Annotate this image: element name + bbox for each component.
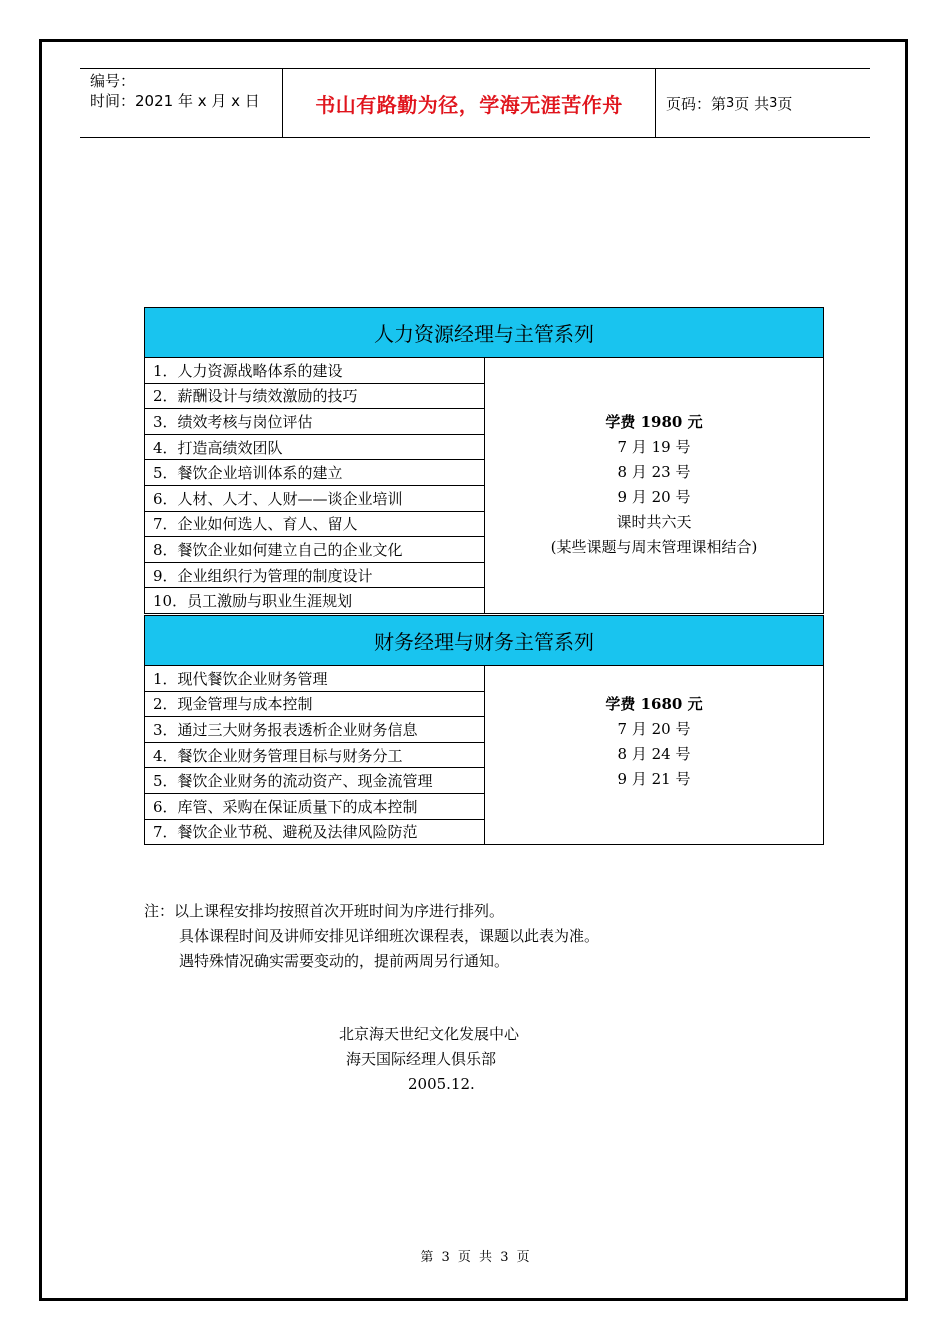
course-item: 3．通过三大财务报表透析企业财务信息: [145, 717, 485, 743]
course-remark: (某些课题与周末管理课相结合): [550, 538, 758, 557]
page-header: [80, 68, 870, 138]
course-item: 4．打造高绩效团队: [145, 434, 485, 460]
course-item: 1．人力资源战略体系的建设: [145, 358, 485, 384]
course-item: 6．库管、采购在保证质量下的成本控制: [145, 793, 485, 819]
note-line: 遇特殊情况确实需要变动的，提前两周另行通知。: [179, 952, 510, 970]
course-item: 10．员工激励与职业生涯规划: [145, 588, 485, 614]
header-page-info: [656, 69, 870, 137]
header-page-current: 3: [726, 95, 735, 111]
header-page-mid: 页 共: [734, 94, 770, 113]
course-date: 7 月 19 号: [617, 438, 691, 457]
header-motto: 书山有路勤为径，学海无涯苦作舟: [282, 69, 656, 137]
course-date: 9 月 21 号: [617, 770, 691, 788]
header-page-total: 3: [769, 95, 778, 111]
course-fee: 学费 1980 元: [605, 413, 703, 432]
course-item: 8．餐饮企业如何建立自己的企业文化: [145, 537, 485, 563]
course-date: 8 月 23 号: [617, 463, 691, 482]
course-date: 7 月 20 号: [617, 720, 691, 738]
note-line: 注：以上课程安排均按照首次开班时间为序进行排列。: [144, 902, 505, 920]
course-date: 8 月 24 号: [617, 745, 691, 763]
course-fee: 学费 1680 元: [605, 695, 703, 713]
course-item: 9．企业组织行为管理的制度设计: [145, 562, 485, 588]
section-title: 财务经理与财务主管系列: [145, 616, 824, 666]
header-page-suffix: 页: [777, 94, 793, 113]
header-number-label: 编号：: [90, 72, 136, 90]
notes: [144, 899, 599, 974]
course-info: [485, 358, 824, 614]
course-item: 5．餐饮企业培训体系的建立: [145, 460, 485, 486]
course-info: [485, 666, 824, 845]
signature-org1: 北京海天世纪文化发展中心: [339, 1025, 520, 1043]
course-item: 7．企业如何选人、育人、留人: [145, 511, 485, 537]
course-item: 2．现金管理与成本控制: [145, 691, 485, 717]
course-date: 9 月 20 号: [617, 488, 691, 507]
course-item: 4．餐饮企业财务管理目标与财务分工: [145, 742, 485, 768]
course-item: 3．绩效考核与岗位评估: [145, 409, 485, 435]
course-item: 1．现代餐饮企业财务管理: [145, 666, 485, 692]
note-line: 具体课程时间及讲师安排见详细班次课程表，课题以此表为准。: [179, 927, 600, 945]
signature-date: 2005.12.: [408, 1075, 475, 1093]
course-table-finance: [144, 615, 824, 845]
section-title: 人力资源经理与主管系列: [145, 308, 824, 358]
course-item: 7．餐饮企业节税、避税及法律风险防范: [145, 819, 485, 845]
course-table-hr: [144, 307, 824, 614]
page-footer: 第 3 页 共 3 页: [420, 1250, 530, 1265]
header-page-prefix: 页码：第: [666, 94, 727, 113]
course-item: 6．人材、人才、人财——谈企业培训: [145, 485, 485, 511]
course-item: 2．薪酬设计与绩效激励的技巧: [145, 383, 485, 409]
course-item: 5．餐饮企业财务的流动资产、现金流管理: [145, 768, 485, 794]
header-meta: [80, 69, 282, 137]
course-duration: 课时共六天: [616, 513, 692, 532]
signature-org2: 海天国际经理人俱乐部: [346, 1050, 497, 1068]
header-time-label: 时间：2021 年 x 月 x 日: [90, 92, 260, 110]
